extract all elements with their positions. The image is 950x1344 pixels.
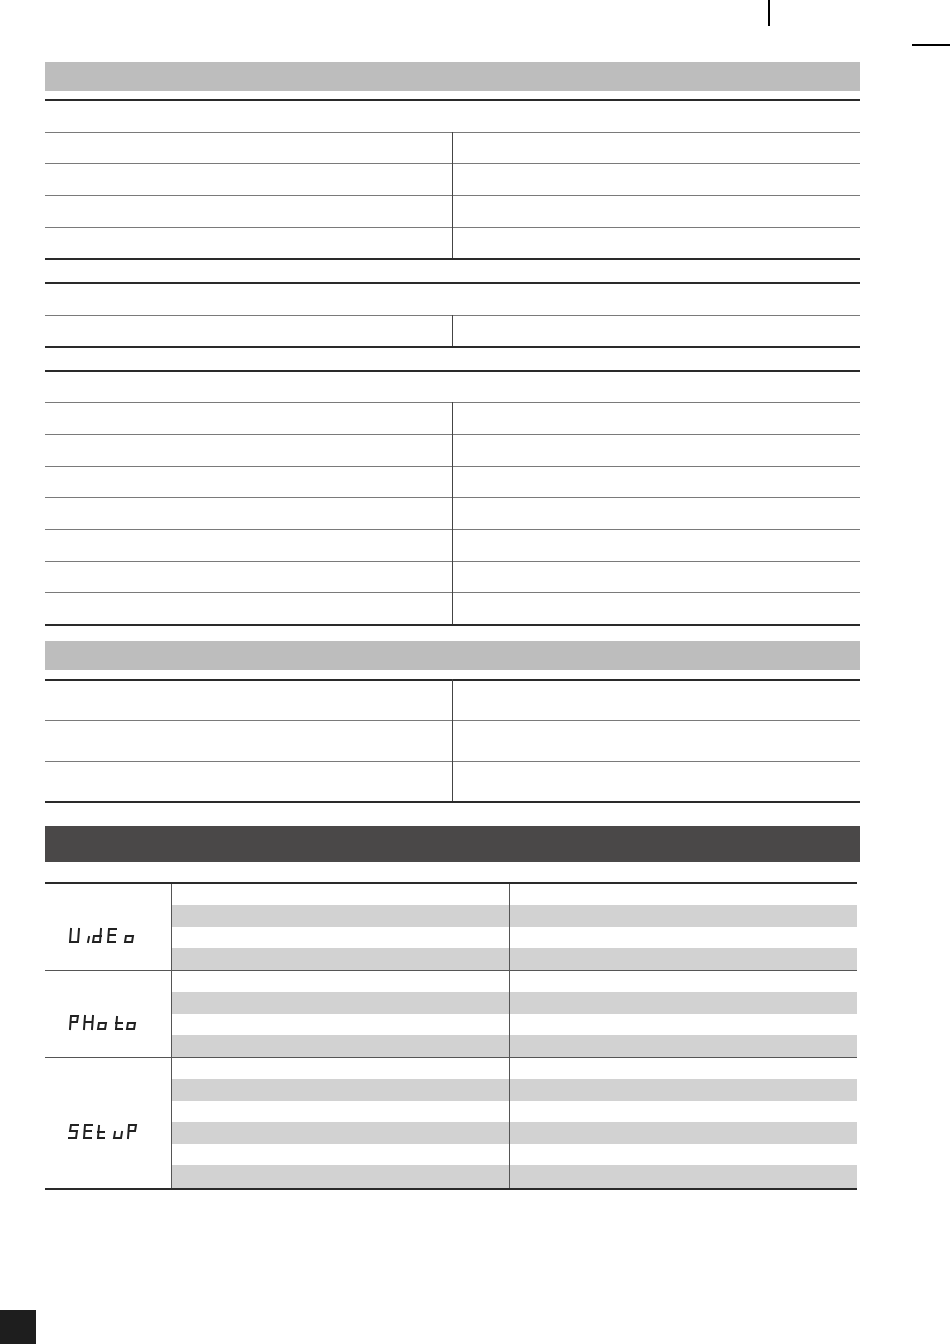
crop-mark-top: [768, 0, 770, 26]
rule: [45, 99, 860, 101]
menu-row: [172, 884, 857, 905]
menu-row: [172, 905, 857, 927]
menu-row: [172, 1035, 857, 1057]
menu-row: [172, 992, 857, 1014]
rule: [45, 370, 860, 372]
group-separator: [45, 970, 857, 971]
column-divider: [452, 315, 453, 346]
column-divider: [452, 132, 453, 258]
menu-row: [172, 1058, 857, 1079]
rule: [45, 801, 860, 803]
column-divider: [452, 679, 453, 801]
rule: [45, 624, 860, 626]
menu-row: [172, 948, 857, 970]
column-divider: [509, 884, 510, 1188]
menu-row: [172, 1144, 857, 1165]
column-divider: [452, 402, 453, 624]
rule: [45, 282, 860, 284]
section-2-header-band: [45, 641, 860, 670]
lcd-label-setup: [45, 1117, 172, 1144]
menu-row: [172, 1122, 857, 1144]
rule: [45, 1188, 857, 1190]
group-separator: [45, 1057, 857, 1058]
menu-row: [172, 1014, 857, 1035]
menu-row: [172, 1165, 857, 1188]
lcd-text-video: UidEo: [45, 921, 48, 922]
section-1-header-band: [45, 62, 860, 91]
lcd-text-photo: PHoto: [45, 1008, 48, 1009]
page-number-box: [0, 1310, 36, 1344]
lcd-label-video: [45, 921, 172, 948]
crop-mark-right: [912, 44, 950, 46]
menu-row: [172, 1101, 857, 1122]
menu-row: [172, 971, 857, 992]
rule: [45, 346, 860, 348]
section-3-header-band: [45, 826, 860, 862]
lcd-label-photo: [45, 1008, 172, 1035]
menu-row: [172, 1079, 857, 1101]
rule: [45, 258, 860, 260]
menu-row: [172, 927, 857, 948]
lcd-text-setup: SEt uP: [45, 1117, 49, 1118]
